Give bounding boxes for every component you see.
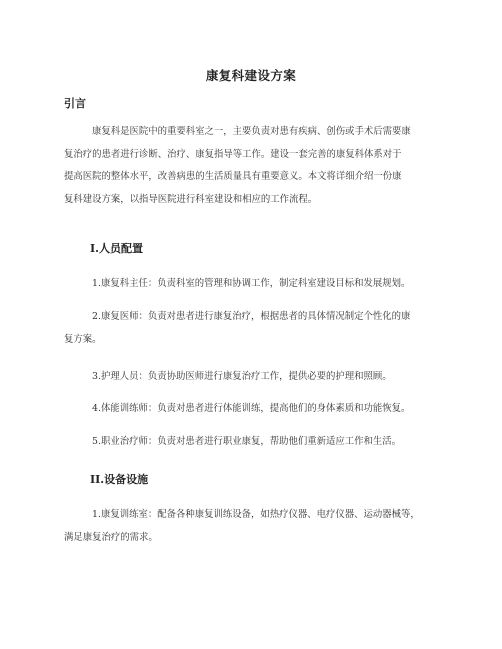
equipment-item-1	[64, 504, 420, 549]
intro-line: 提高医院的整体水平，改善病患的生活质量具有重要意义。本文将详细介绍一份康	[64, 171, 402, 182]
staff-item-3	[64, 366, 392, 389]
intro-heading: 引言	[64, 97, 86, 110]
staff-item-5	[64, 431, 401, 454]
list-item-line: 5.职业治疗师：负责对患者进行职业康复，帮助他们重新适应工作和生活。	[92, 436, 401, 447]
staff-item-4	[64, 398, 410, 421]
list-item-line: 1.康复科主任：负责科室的管理和协调工作，制定科室建设目标和发展规划。	[92, 278, 411, 289]
intro-paragraph	[64, 121, 411, 211]
list-item-line: 2.康复医师：负责对患者进行康复治疗，根据患者的具体情况制定个性化的康	[92, 311, 411, 322]
staff-item-2	[64, 306, 410, 351]
section-heading-equipment: II.设备设施	[90, 473, 149, 486]
intro-line: 复科建设方案，以指导医院进行科室建设和相应的工作流程。	[64, 193, 318, 205]
intro-line: 复治疗的患者进行诊断、治疗、康复指导等工作。建设一套完善的康复科体系对于	[64, 148, 402, 160]
list-item-line: 满足康复治疗的需求。	[64, 531, 158, 543]
list-item-line: 4.体能训练师：负责对患者进行体能训练，提高他们的身体素质和功能恢复。	[92, 403, 411, 414]
list-item-line: 复方案。	[64, 333, 102, 345]
list-item-line: 1.康复训练室：配备各种康复训练设备，如热疗仪器、电疗仪器、运动器械等，	[92, 509, 420, 520]
section-heading-staffing: I.人员配置	[90, 242, 143, 255]
document-title: 康复科建设方案	[205, 68, 297, 83]
list-item-line: 3.护理人员：负责协助医师进行康复治疗工作，提供必要的护理和照顾。	[92, 371, 392, 382]
intro-line: 康复科是医院中的重要科室之一，主要负责对患有疾病、创伤或手术后需要康	[92, 126, 411, 137]
staff-item-1	[64, 273, 410, 296]
